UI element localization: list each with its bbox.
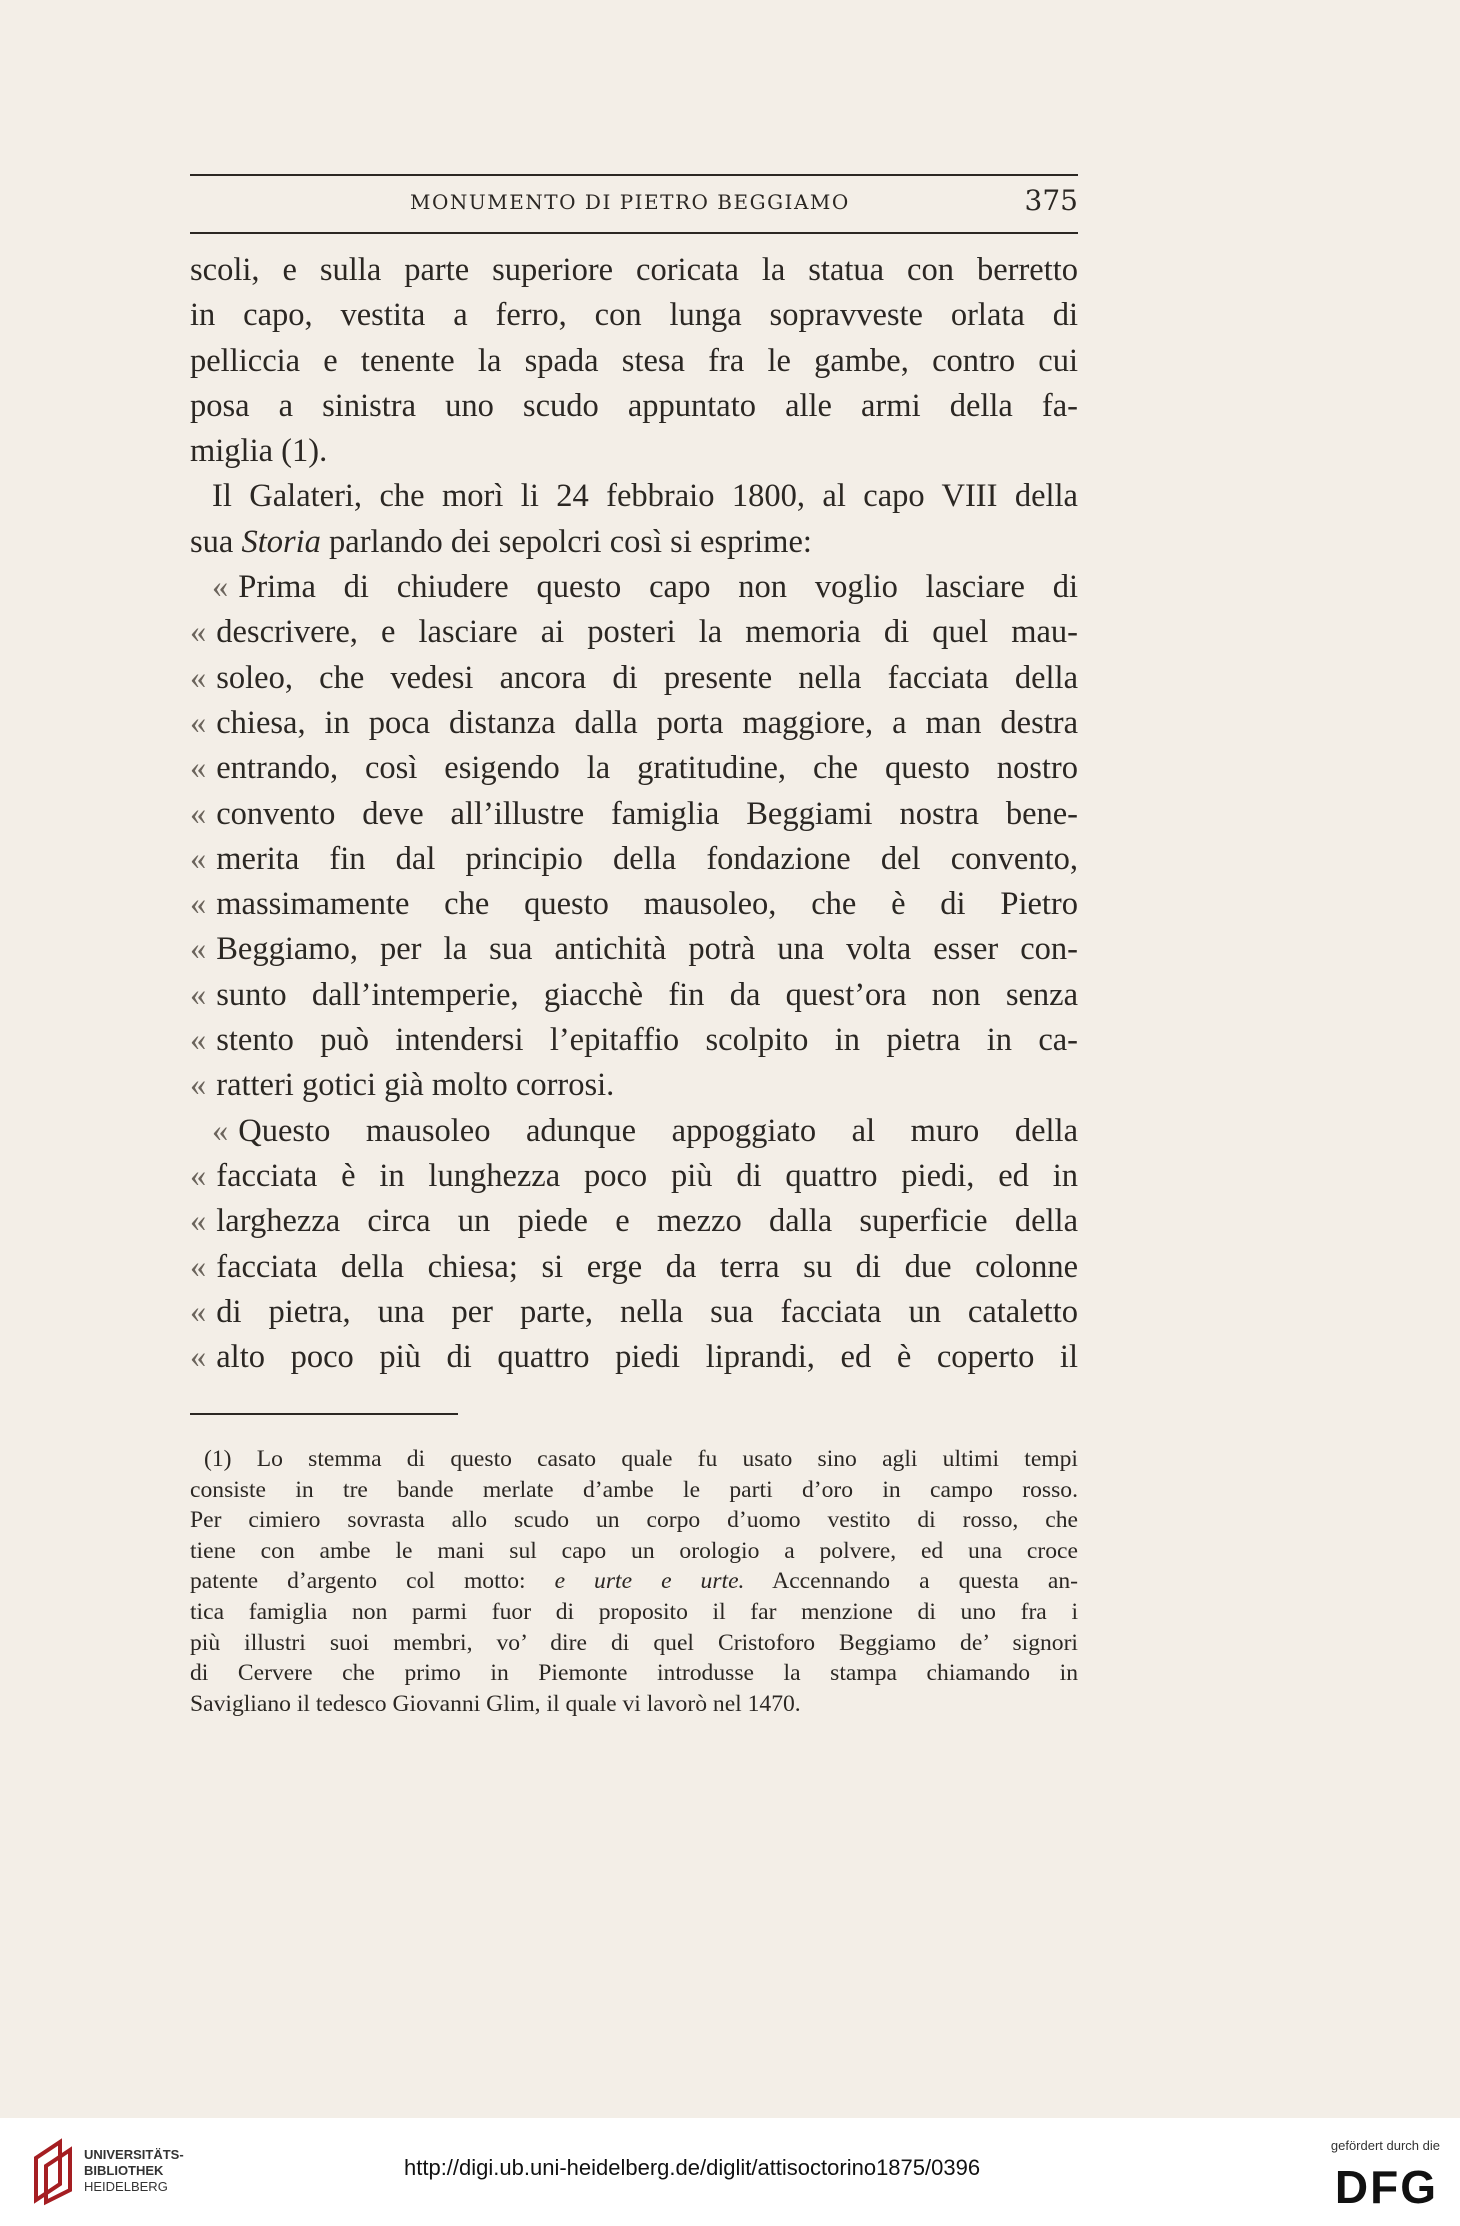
- quote-line: « merita fin dal principio della fondazione del convento,: [190, 840, 1078, 877]
- text-line: Il Galateri, che morì li 24 febbraio 1800, al capo VIII della: [212, 478, 1078, 515]
- body-text: [190, 248, 1078, 1380]
- text-line: miglia (1).: [190, 433, 328, 470]
- footnote-line: di Cervere che primo in Piemonte introdusse la stampa chiamando in: [190, 1660, 1078, 1687]
- running-head: MONUMENTO DI PIETRO BEGGIAMO: [410, 190, 850, 214]
- library-name-line: HEIDELBERG: [84, 2179, 168, 2194]
- header-top-rule: [190, 174, 1078, 176]
- quote-line: « Questo mausoleo adunque appoggiato al muro della: [212, 1112, 1078, 1149]
- footer-bar: [0, 2118, 1460, 2226]
- permalink-url[interactable]: http://digi.ub.uni-heidelberg.de/diglit/attisoctorino1875/0396: [404, 2155, 981, 2180]
- quote-line: « ratteri gotici già molto corrosi.: [190, 1067, 615, 1104]
- quote-line: « convento deve all’illustre famiglia Beggiami nostra bene-: [190, 795, 1078, 832]
- footnote-line: patente d’argento col motto: e urte e urte. Accennando a questa an-: [190, 1568, 1078, 1595]
- quote-line: « Prima di chiudere questo capo non voglio lasciare di: [212, 569, 1078, 606]
- footnote-line: (1) Lo stemma di questo casato quale fu usato sino agli ultimi tempi: [204, 1446, 1078, 1472]
- quote-line: « di pietra, una per parte, nella sua facciata un cataletto: [190, 1293, 1078, 1330]
- header-bottom-rule: [190, 232, 1078, 234]
- footnote-line: consiste in tre bande merlate d’ambe le parti d’oro in campo rosso.: [190, 1476, 1078, 1503]
- quote-line: « entrando, così esigendo la gratitudine, che questo nostro: [190, 750, 1078, 787]
- library-name-line: UNIVERSITÄTS-: [84, 2147, 184, 2162]
- library-name-line: BIBLIOTHEK: [84, 2163, 164, 2178]
- footnote-line: tiene con ambe le mani sul capo un orologio a polvere, ed una croce: [190, 1537, 1078, 1564]
- quote-line: « massimamente che questo mausoleo, che è di Pietro: [190, 886, 1078, 923]
- footnote-line: più illustri suoi membri, vo’ dire di quel Cristoforo Beggiamo de’ signori: [190, 1629, 1078, 1656]
- text-line: scoli, e sulla parte superiore coricata la statua con berretto: [190, 252, 1078, 288]
- quote-line: « soleo, che vedesi ancora di presente nella facciata della: [190, 659, 1078, 696]
- page-number: 375: [1024, 184, 1078, 217]
- text-line: posa a sinistra uno scudo appuntato alle armi della fa-: [190, 387, 1078, 424]
- quote-line: « sunto dall’intemperie, giacchè fin da quest’ora non senza: [190, 976, 1078, 1013]
- quote-line: « facciata della chiesa; si erge da terra su di due colonne: [190, 1248, 1078, 1285]
- quote-line: « alto poco più di quattro piedi liprandi, ed è coperto il: [190, 1339, 1078, 1376]
- footnote-rule: [190, 1413, 458, 1415]
- footnote-line: tica famiglia non parmi fuor di proposito il far menzione di uno fra i: [190, 1598, 1078, 1625]
- page-header: [190, 184, 1078, 224]
- quote-line: « stento può intendersi l’epitaffio scolpito in pietra in ca-: [190, 1022, 1078, 1059]
- funded-by-label: gefördert durch die: [1330, 2138, 1440, 2153]
- motto: e urte e urte.: [554, 1568, 745, 1595]
- quote-line: « larghezza circa un piede e mezzo dalla superficie della: [190, 1203, 1078, 1240]
- text-line: pelliccia e tenente la spada stesa fra le gambe, contro cui: [190, 342, 1078, 379]
- quote-line: « descrivere, e lasciare ai posteri la memoria di quel mau-: [190, 614, 1078, 651]
- quote-line: « Beggiamo, per la sua antichità potrà una volta esser con-: [190, 931, 1078, 968]
- quote-line: « chiesa, in poca distanza dalla porta maggiore, a man destra: [190, 704, 1078, 741]
- footnote-line: Savigliano il tedesco Giovanni Glim, il quale vi lavorò nel 1470.: [190, 1690, 801, 1717]
- footnote: [190, 1444, 1078, 1719]
- library-name: [84, 2147, 184, 2195]
- library-logo-icon[interactable]: [30, 2138, 80, 2206]
- footnote-line: Per cimiero sovrasta allo scudo un corpo d’uomo vestito di rosso, che: [190, 1507, 1078, 1534]
- dfg-logo[interactable]: DFG: [1334, 2161, 1438, 2213]
- italic-title: Storia: [241, 523, 321, 560]
- text-line: in capo, vestita a ferro, con lunga sopravveste orlata di: [190, 297, 1078, 334]
- quote-line: « facciata è in lunghezza poco più di quattro piedi, ed in: [190, 1157, 1078, 1194]
- text-line: sua Storia parlando dei sepolcri così si esprime:: [190, 523, 812, 560]
